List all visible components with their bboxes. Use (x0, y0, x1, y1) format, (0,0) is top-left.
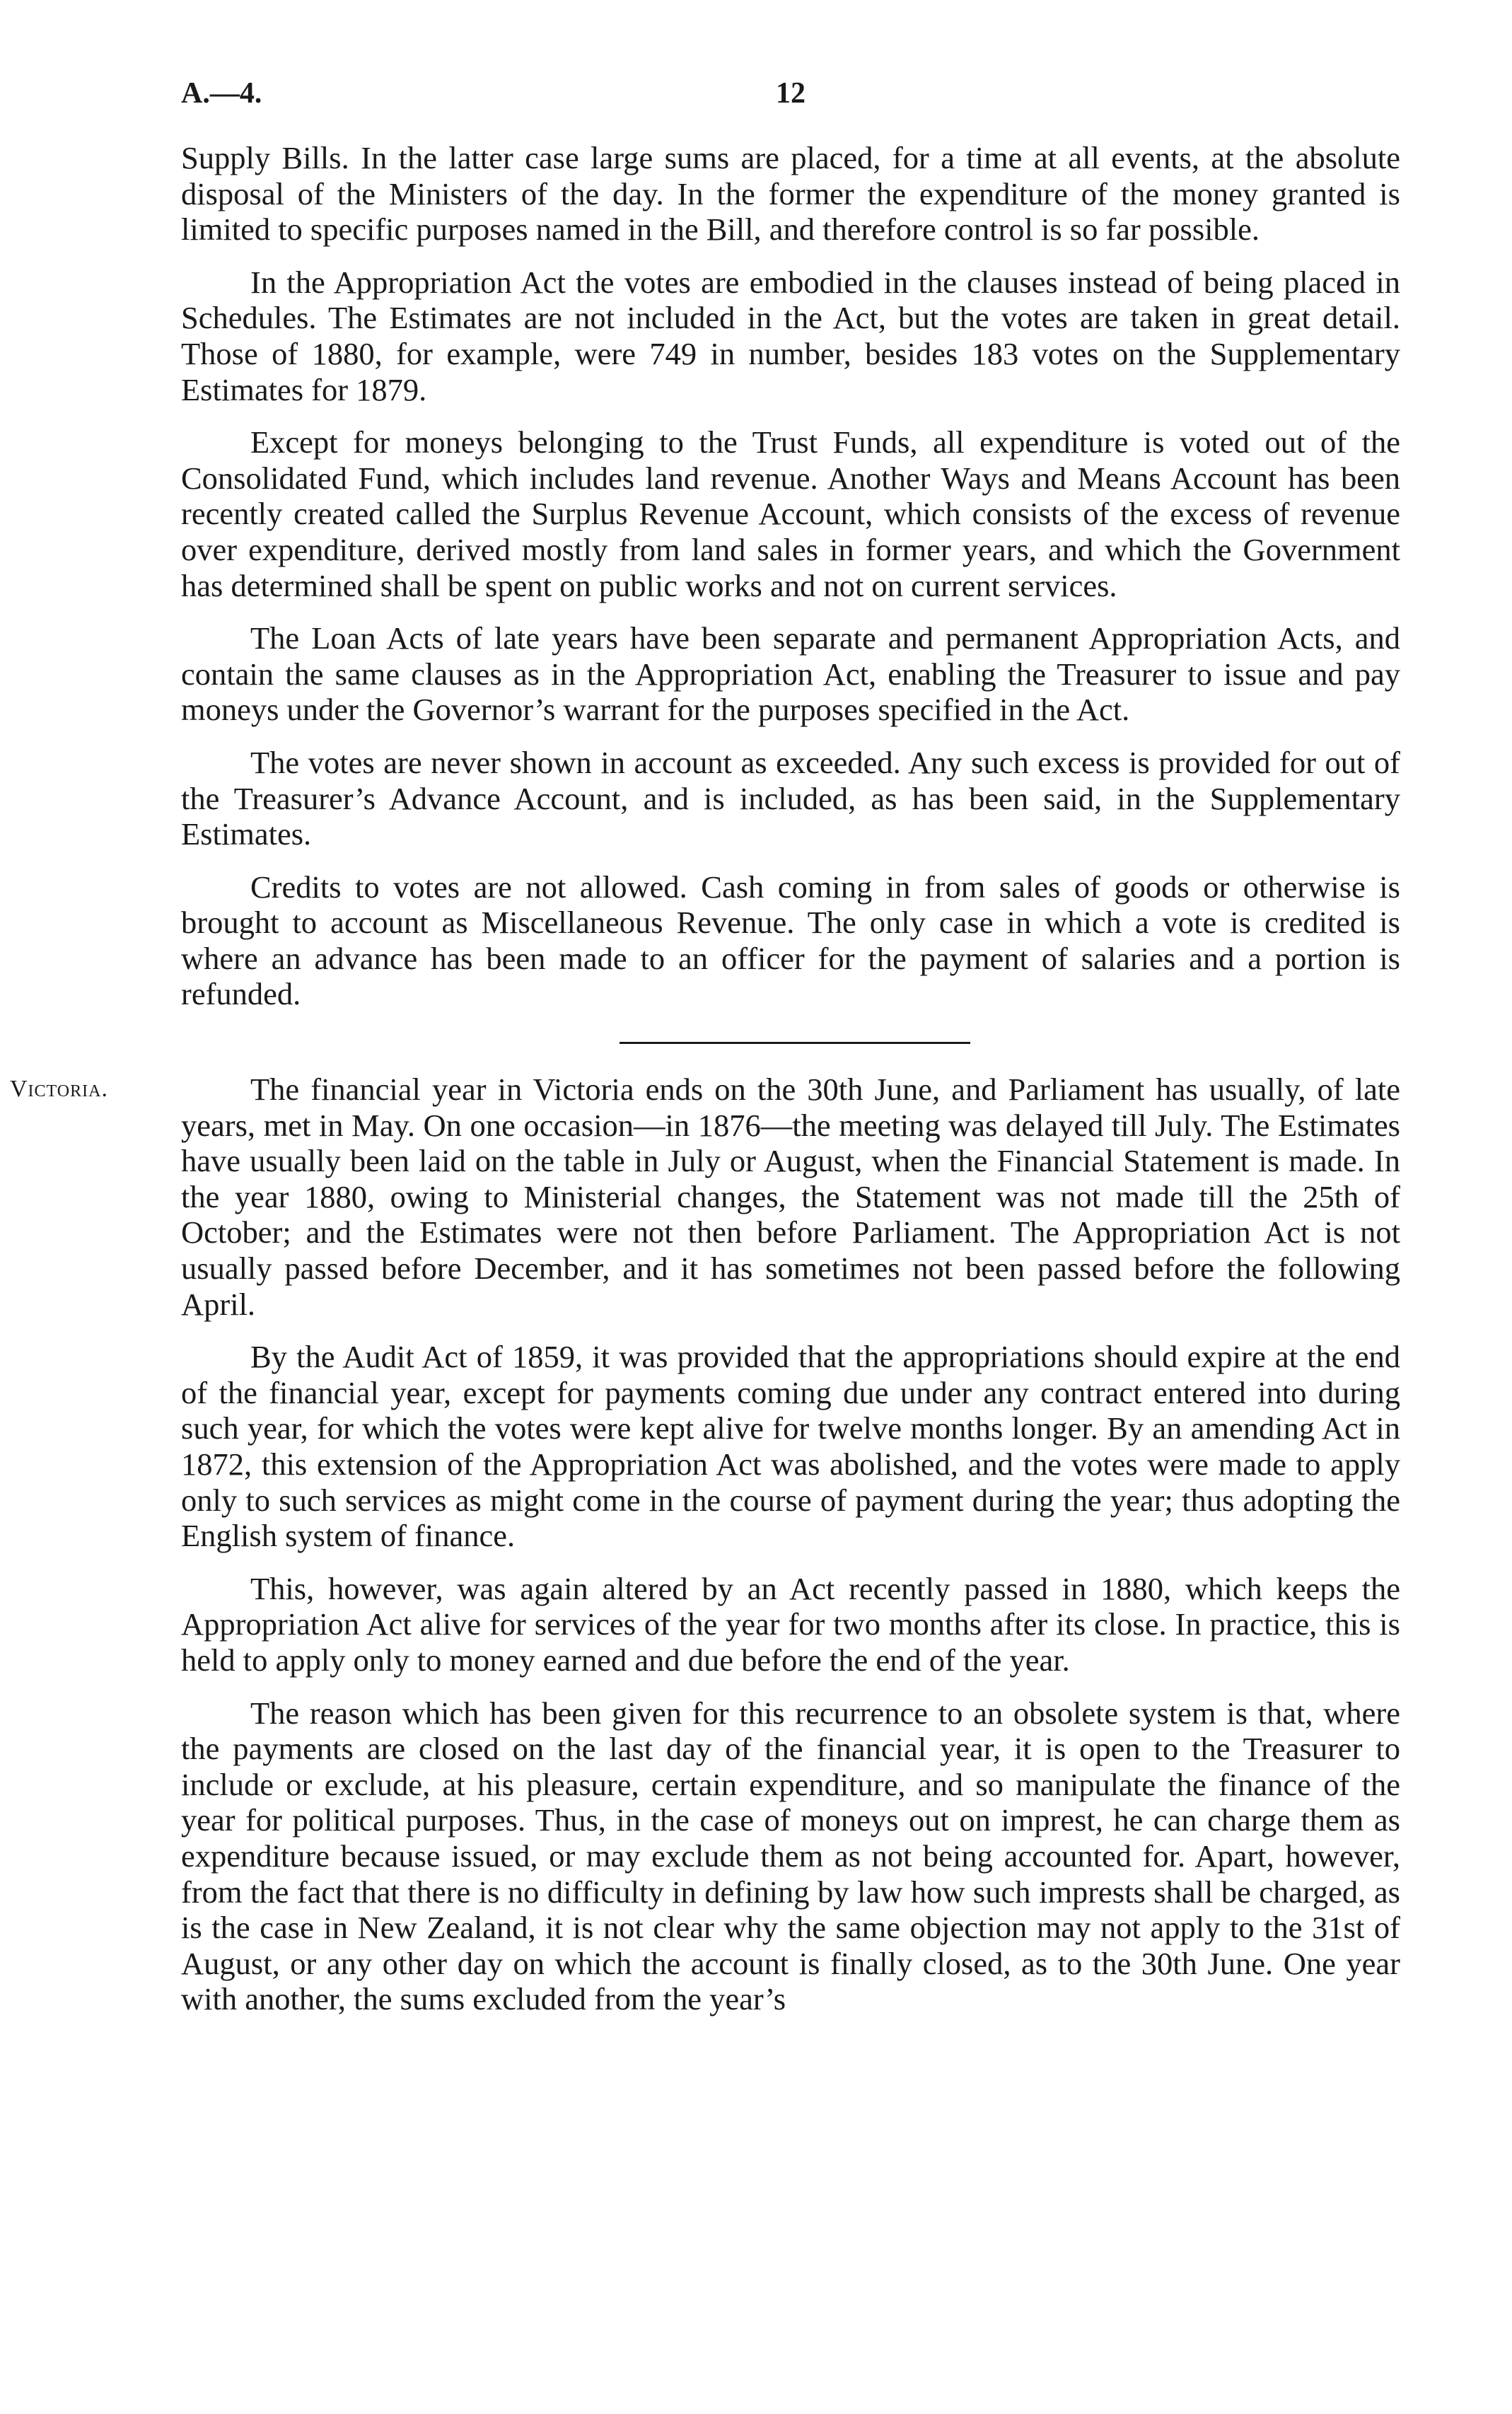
section-divider (181, 1029, 1400, 1072)
paragraph-obsolete-system: The reason which has been given for this recurrence to an obsolete system is that, where the payments are closed on the last day of the financial year, it is open to the Treasurer to include or exclude, at his pleasure, certain expenditure, and so manipulate the finance of the year for political purposes. Thus, in the case of moneys out on imprest, he can charge them as expenditure because issued, or may exclude them as not being accounted for. Apart, however, from the fact that there is no difficulty in defining by law how such imprests shall be charged, as is the case in New Zealand, it is not clear why the same objection may not apply to the 31st of August, or any other day on which the account is finally closed, as to the 30th June. One year with another, the sums excluded from the year’s (181, 1695, 1400, 2017)
divider-rule (620, 1042, 970, 1044)
paragraph-appropriation-act: In the Appropriation Act the votes are embodied in the clauses instead of being placed in Schedules. The Estimates are not included in the Act, but the votes are taken in great detail. Those of 1880, for example, were 749 in number, besides 183 votes on the Supplementary Estimates for 1879. (181, 264, 1400, 407)
paragraph-audit-act: By the Audit Act of 1859, it was provided that the appropriations should expire at the end of the financial year, except for payments coming due under any contract entered into during such year, for which the votes were kept alive for twelve months longer. By an amending Act in 1872, this extension of the Appropriation Act was abolished, and the votes were made to apply only to such services as might come in the course of payment during the year; thus adopting the English system of finance. (181, 1339, 1400, 1554)
paragraph-loan-acts: The Loan Acts of late years have been separate and permanent Appropriation Acts, and contain the same clauses as in the Appropriation Act, enabling the Treasurer to issue and pay moneys under the Governor’s warrant for the purposes specified in the Act. (181, 620, 1400, 728)
paragraph-votes-exceeded: The votes are never shown in account as exceeded. Any such excess is provided for out of the Treasurer’s Advance Account, and is included, as has been said, in the Supplementary Estimates. (181, 744, 1400, 852)
paragraph-credits-to-votes: Credits to votes are not allowed. Cash coming in from sales of goods or otherwise is brought to account as Miscellaneous Revenue. The only case in which a vote is credited is where an advance has been made to an officer for the payment of salaries and a portion is refunded. (181, 869, 1400, 1012)
paragraph-act-1880: This, however, was again altered by an Act recently passed in 1880, which keeps the Appropriation Act alive for services of the year for two months after its close. In practice, this is held to apply only to money earned and due before the end of the year. (181, 1570, 1400, 1678)
page-header (181, 76, 1400, 116)
section-victoria (10, 1072, 1400, 2017)
page-number: 12 (776, 77, 806, 110)
side-heading-victoria: Victoria. (10, 1076, 108, 1103)
paragraph-victoria-financial-year: The financial year in Victoria ends on the 30th June, and Parliament has usually, of late years, met in May. On one occasion—in 1876—the meeting was delayed till July. The Estimates have usually been laid on the table in July or August, when the Financial Statement is made. In the year 1880, owing to Ministerial changes, the Statement was not made till the 25th of October; and the Estimates were not then before Parliament. The Appropriation Act is not usually passed before December, and it has sometimes not been passed before the following April. (181, 1072, 1400, 1322)
paragraph-consolidated-fund: Except for moneys belonging to the Trust Funds, all expenditure is voted out of the Consolidated Fund, which includes land revenue. Another Ways and Means Account has been recently created called the Surplus Revenue Account, which consists of the excess of revenue over expenditure, derived mostly from land sales in former years, and which the Government has determined shall be spent on public works and not on current services. (181, 424, 1400, 603)
page-body (10, 140, 1400, 2034)
paragraph-continuation: Supply Bills. In the latter case large sums are placed, for a time at all events, at the absolute disposal of the Ministers of the day. In the former the expenditure of the money granted is limited to specific purposes named in the Bill, and therefore control is so far possible. (181, 140, 1400, 248)
document-reference: A.—4. (181, 77, 262, 110)
